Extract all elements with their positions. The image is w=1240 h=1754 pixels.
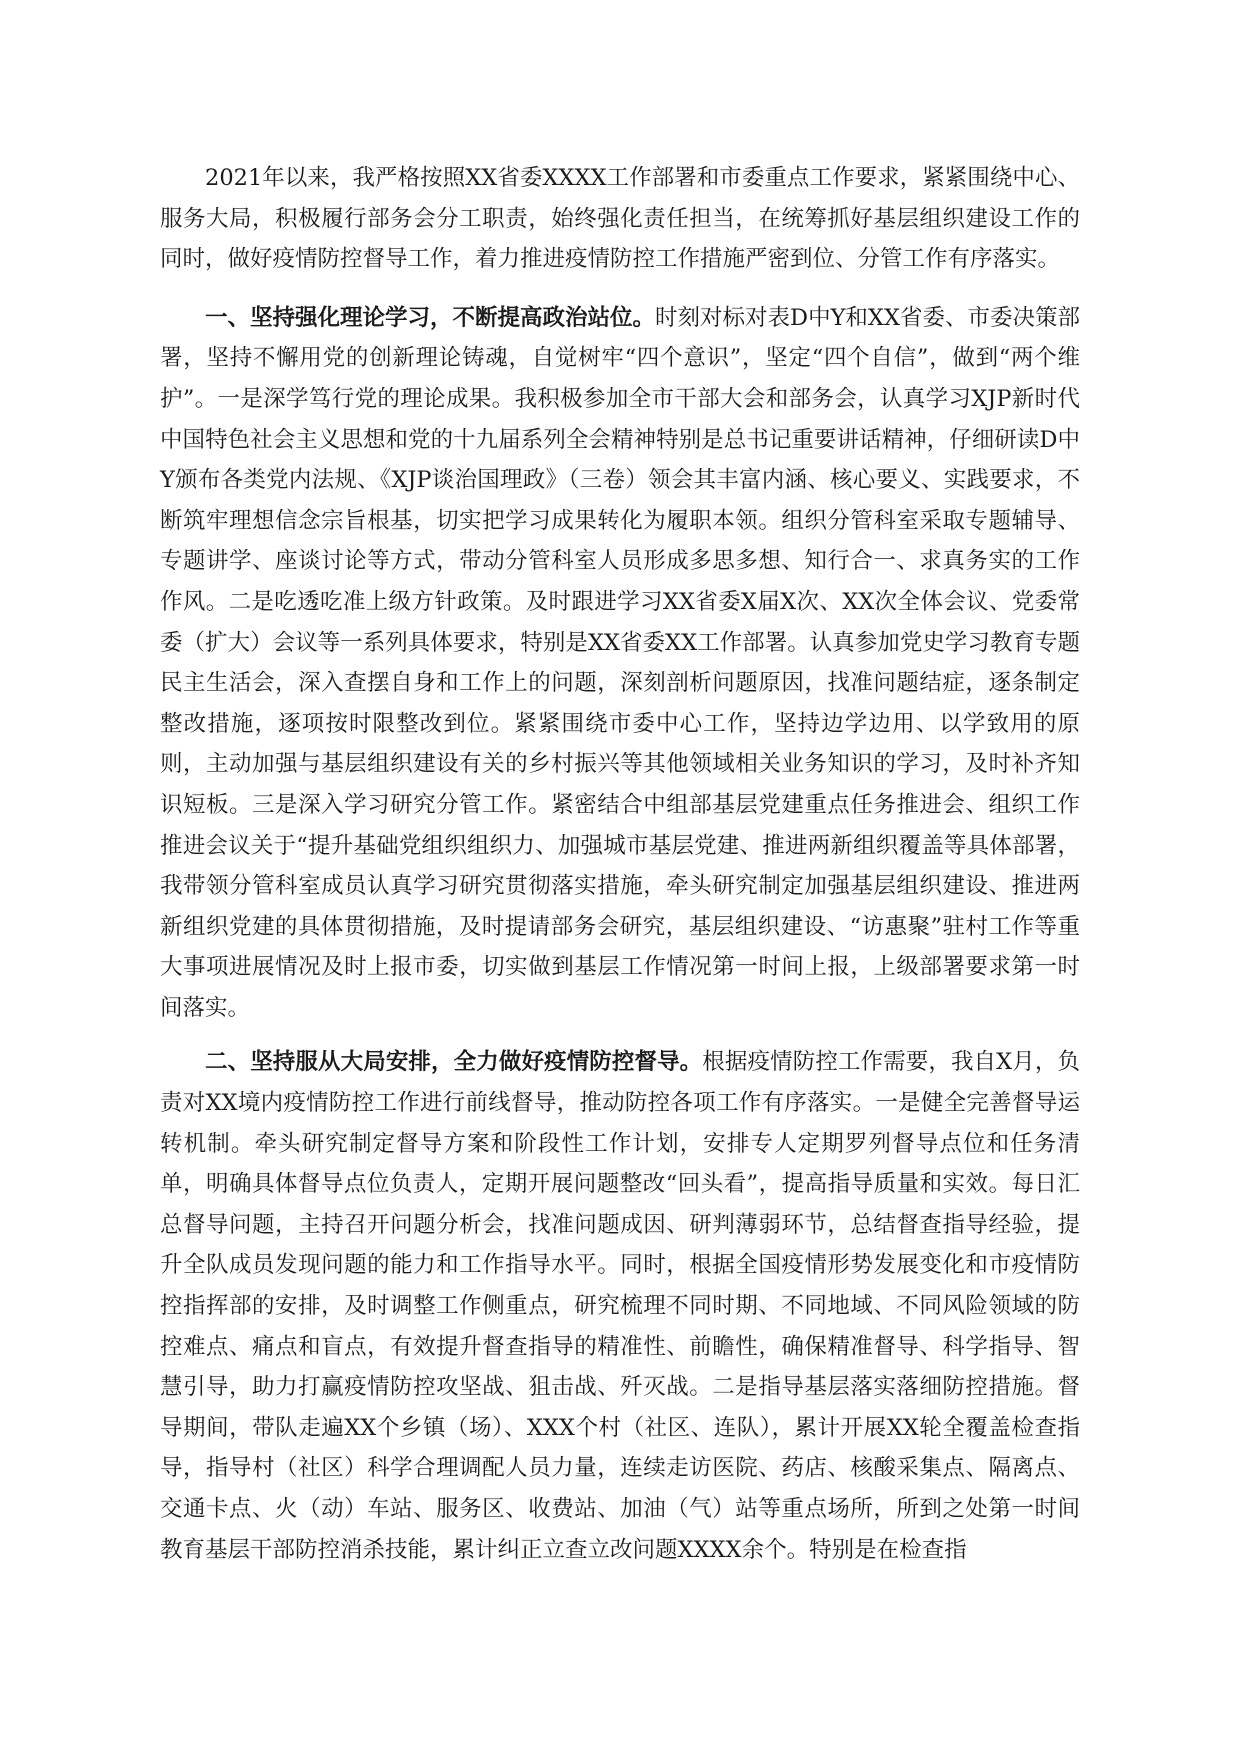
section-one-heading: 一、坚持强化理论学习，不断提高政治站位。 [205, 304, 656, 331]
section-one-text: 时刻对标对表D中Y和XX省委、市委决策部署，坚持不懈用党的创新理论铸魂，自觉树牢“四个意识”，坚定“四个自信”，做到“两个维护”。一是深学笃行党的理论成果。我积极参加全市干部大会和部务会，认真学习XJP新时代中国特色社会主义思想和党的十九届系列全会精神特别是总书记重要讲话精神，仔细研读D中Y颁布各类党内法规、《XJP谈治国理政》（三卷）领会其丰富内涵、核心要义、实践要求，不断筑牢理想信念宗旨根基，切实把学习成果转化为履职本领。组织分管科室采取专题辅导、专题讲学、座谈讨论等方式，带动分管科室人员形成多思多想、知行合一、求真务实的工作作风。二是吃透吃准上级方针政策。及时跟进学习XX省委X届X次、XX次全体会议、党委常委（扩大）会议等一系列具体要求，特别是XX省委XX工作部署。认真参加党史学习教育专题民主生活会，深入查摆自身和工作上的问题，深刻剖析问题原因，找准问题结症，逐条制定整改措施，逐项按时限整改到位。紧紧围绕市委中心工作，坚持边学边用、以学致用的原则，主动加强与基层组织建设有关的乡村振兴等其他领域相关业务知识的学习，及时补齐知识短板。三是深入学习研究分管工作。紧密结合中组部基层党建重点任务推进会、组织工作推进会议关于“提升基础党组织组织力、加强城市基层党建、推进两新组织覆盖等具体部署，我带领分管科室成员认真学习研究贯彻落实措施，牵头研究制定加强基层组织建设、推进两新组织党建的具体贯彻措施，及时提请部务会研究，基层组织建设、“访惠聚”驻村工作等重大事项进展情况及时上报市委，切实做到基层工作情况第一时间上报，上级部署要求第一时间落实。 [160, 304, 1080, 1021]
section-two-paragraph [160, 1042, 1080, 1570]
section-two-heading: 二、坚持服从大局安排，全力做好疫情防控督导。 [205, 1049, 703, 1076]
section-two-text: 根据疫情防控工作需要，我自X月，负责对XX境内疫情防控工作进行前线督导，推动防控各项工作有序落实。一是健全完善督导运转机制。牵头研究制定督导方案和阶段性工作计划，安排专人定期罗列督导点位和任务清单，明确具体督导点位负责人，定期开展问题整改“回头看”，提高指导质量和实效。每日汇总督导问题，主持召开问题分析会，找准问题成因、研判薄弱环节，总结督查指导经验，提升全队成员发现问题的能力和工作指导水平。同时，根据全国疫情形势发展变化和市疫情防控指挥部的安排，及时调整工作侧重点，研究梳理不同时期、不同地域、不同风险领域的防控难点、痛点和盲点，有效提升督查指导的精准性、前瞻性，确保精准督导、科学指导、智慧引导，助力打赢疫情防控攻坚战、狙击战、歼灭战。二是指导基层落实落细防控措施。督导期间，带队走遍XX个乡镇（场）、XXX个村（社区、连队），累计开展XX轮全覆盖检查指导，指导村（社区）科学合理调配人员力量，连续走访医院、药店、核酸采集点、隔离点、交通卡点、火（动）车站、服务区、收费站、加油（气）站等重点场所，所到之处第一时间教育基层干部防控消杀技能，累计纠正立查立改问题XXXX余个。特别是在检查指 [160, 1049, 1080, 1563]
document-page [160, 158, 1080, 1582]
intro-paragraph-text: 2021年以来，我严格按照XX省委XXXX工作部署和市委重点工作要求，紧紧围绕中心、服务大局，积极履行部务会分工职责，始终强化责任担当，在统筹抓好基层组织建设工作的同时，做好疫情防控督导工作，着力推进疫情防控工作措施严密到位、分管工作有序落实。 [160, 165, 1080, 273]
section-one-paragraph [160, 298, 1080, 1029]
intro-paragraph [160, 158, 1080, 280]
